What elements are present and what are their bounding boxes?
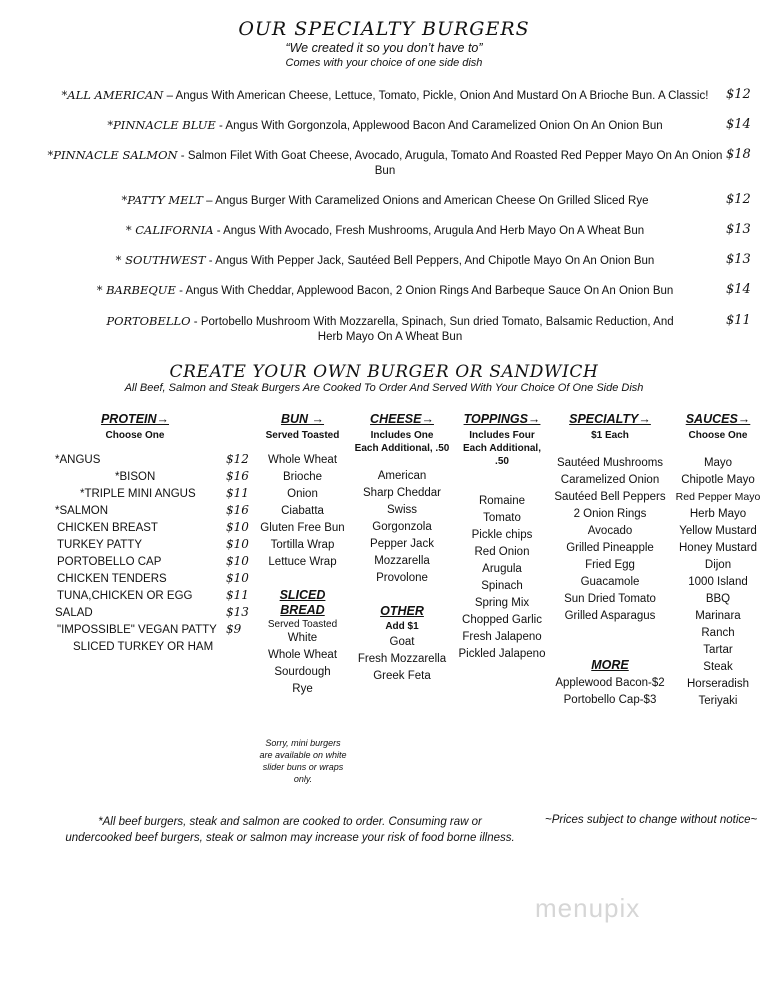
other-cheese-item: Fresh Mozzarella xyxy=(357,653,447,665)
burger-desc: Angus With American Cheese, Lettuce, Tomato, Pickle, Onion And Mustard On A Brioche Bun. A Classic! xyxy=(175,90,709,102)
side-dish-note: Comes with your choice of one side dish xyxy=(285,57,483,69)
more-item: Applewood Bacon-$2 xyxy=(555,677,665,689)
protein-item: *SALMON xyxy=(55,505,109,517)
specialty-item: Caramelized Onion xyxy=(560,474,660,486)
specialty-title: OUR SPECIALTY BURGERS xyxy=(238,18,530,40)
burger-price: $13 xyxy=(726,222,751,237)
bun-item: Lettuce Wrap xyxy=(268,556,337,568)
sliced-bread-item: Rye xyxy=(292,683,313,695)
burger-name: * SOUTHWEST xyxy=(115,253,206,267)
sauce-item: Tartar xyxy=(703,644,733,656)
sliced-bread-heading: SLICED BREAD xyxy=(279,588,326,617)
protein-item: TURKEY PATTY xyxy=(57,539,142,551)
cheese-item: Provolone xyxy=(376,572,428,584)
create-subtitle: All Beef, Salmon and Steak Burgers Are Cooked To Order And Served With Your Choice Of One Side Dish xyxy=(124,382,644,394)
burger-desc: Angus Burger With Caramelized Onions and American Cheese On Grilled Sliced Rye xyxy=(215,195,649,207)
specialty-heading: SPECIALTY→ xyxy=(569,412,651,426)
protein-item: CHICKEN TENDERS xyxy=(57,573,167,585)
burger-desc: Angus With Cheddar, Applewood Bacon, 2 Onion Rings And Barbeque Sauce On An Onion Bun xyxy=(185,285,674,297)
topping-item: Romaine xyxy=(478,495,526,507)
burger-desc: Portobello Mushroom With Mozzarella, Spinach, Sun dried Tomato, Balsamic Reduction, And Herb Mayo On A Wheat Bun xyxy=(200,316,674,343)
topping-item: Fresh Jalapeno xyxy=(462,631,542,643)
sauce-item: Chipotle Mayo xyxy=(681,474,755,486)
sauce-item: Marinara xyxy=(695,610,741,622)
burger-name: *PATTY MELT xyxy=(121,193,203,207)
cheese-item: Sharp Cheddar xyxy=(363,487,441,499)
topping-item: Arugula xyxy=(482,563,522,575)
cheese-item: Swiss xyxy=(386,504,418,516)
specialty-item: 2 Onion Rings xyxy=(573,508,647,520)
topping-item: Tomato xyxy=(483,512,521,524)
more-heading: MORE xyxy=(591,658,629,672)
prices-note: ~Prices subject to change without notice~ xyxy=(545,814,758,826)
more-list xyxy=(548,675,672,709)
bun-item: Gluten Free Bun xyxy=(260,522,345,534)
toppings-heading: TOPPINGS→ xyxy=(463,412,541,426)
protein-item: PORTOBELLO CAP xyxy=(57,556,162,568)
create-title: CREATE YOUR OWN BURGER OR SANDWICH xyxy=(169,362,599,382)
specialty-subheading: $1 Each xyxy=(591,430,629,441)
protein-price: $12 xyxy=(226,452,249,466)
protein-price: $13 xyxy=(226,605,249,619)
burger-price: $12 xyxy=(726,192,751,207)
sliced-bread-item: White xyxy=(287,632,318,644)
sauce-item: Dijon xyxy=(704,559,732,571)
burger-name: * CALIFORNIA xyxy=(125,223,214,237)
protein-price: $10 xyxy=(226,554,249,568)
specialty-item: Sautéed Bell Peppers xyxy=(554,491,666,503)
protein-item: *TRIPLE MINI ANGUS xyxy=(80,488,196,500)
protein-item: SLICED TURKEY OR HAM xyxy=(73,641,214,653)
cheese-item: Mozzarella xyxy=(374,555,430,567)
cheese-item: Gorgonzola xyxy=(372,521,432,533)
bun-item: Ciabatta xyxy=(281,505,324,517)
protein-item: *ANGUS xyxy=(55,454,101,466)
specialty-item: Guacamole xyxy=(580,576,640,588)
protein-price: $10 xyxy=(226,520,249,534)
burger-name: *PINNACLE SALMON xyxy=(47,148,178,162)
sauces-heading: SAUCES→ xyxy=(685,412,751,426)
cheese-subheading: Includes One Each Additional, .50 xyxy=(354,430,450,454)
sauce-item: Red Pepper Mayo xyxy=(675,491,761,503)
burger-item: *PINNACLE BLUE - Angus With Gorgonzola, Applewood Bacon And Caramelized Onion On An Onion Bun xyxy=(107,118,663,132)
burger-item: * SOUTHWEST - Angus With Pepper Jack, Sautéed Bell Peppers, And Chipotle Mayo On An Onion Bun xyxy=(115,253,655,267)
burger-price: $18 xyxy=(726,147,751,162)
bun-item: Brioche xyxy=(283,471,322,483)
other-cheese-heading: OTHER xyxy=(380,604,424,618)
bun-list xyxy=(250,452,355,571)
specialty-item: Sautéed Mushrooms xyxy=(556,457,664,469)
sauces-subheading: Choose One xyxy=(688,430,748,441)
protein-heading: PROTEIN→ xyxy=(100,412,170,426)
bun-item: Tortilla Wrap xyxy=(270,539,335,551)
topping-item: Spring Mix xyxy=(474,597,530,609)
bun-heading: BUN → xyxy=(280,412,325,426)
protein-price: $11 xyxy=(226,486,249,500)
sauce-item: Ranch xyxy=(701,627,735,639)
burger-price: $14 xyxy=(726,117,751,132)
burger-name: *PINNACLE BLUE xyxy=(107,118,216,132)
protein-item: *BISON xyxy=(115,471,156,483)
sauce-item: Yellow Mustard xyxy=(679,525,757,537)
sauce-item: Teriyaki xyxy=(698,695,738,707)
burger-item: * CALIFORNIA - Angus With Avocado, Fresh Mushrooms, Arugula And Herb Mayo On A Wheat Bun xyxy=(125,223,645,237)
burger-price: $14 xyxy=(726,282,751,297)
burger-desc: Angus With Gorgonzola, Applewood Bacon And Caramelized Onion On An Onion Bun xyxy=(225,120,663,132)
sauce-item: Mayo xyxy=(703,457,733,469)
burger-item: PORTOBELLO - Portobello Mushroom With Mozzarella, Spinach, Sun dried Tomato, Balsamic Reduction, And Herb Mayo On A Wheat Bun xyxy=(106,314,674,343)
more-item: Portobello Cap-$3 xyxy=(563,694,657,706)
specialty-item: Grilled Asparagus xyxy=(564,610,656,622)
other-cheese-subheading: Add $1 xyxy=(385,621,419,632)
burger-item: *ALL AMERICAN – Angus With American Cheese, Lettuce, Tomato, Pickle, Onion And Mustard On A Brioche Bun. A Classic! xyxy=(61,88,709,102)
sliced-bread-item: Whole Wheat xyxy=(267,649,338,661)
topping-item: Pickled Jalapeno xyxy=(458,648,546,660)
cheese-heading: CHEESE→ xyxy=(370,412,434,426)
tagline: “We created it so you don’t have to” xyxy=(285,41,483,55)
sliced-bread-list xyxy=(250,630,355,698)
burger-price: $11 xyxy=(726,313,751,328)
protein-item: SALAD xyxy=(55,607,93,619)
bun-item: Onion xyxy=(287,488,318,500)
sauce-item: Steak xyxy=(703,661,733,673)
bun-subheading: Served Toasted xyxy=(265,430,340,441)
watermark-logo: menupix xyxy=(535,893,641,923)
burger-item: *PATTY MELT – Angus Burger With Caramelized Onions and American Cheese On Grilled Sliced Rye xyxy=(121,193,649,207)
protein-price: $10 xyxy=(226,571,249,585)
burger-name: PORTOBELLO xyxy=(106,314,191,328)
protein-price: $9 xyxy=(226,622,242,636)
food-safety-disclaimer: *All beef burgers, steak and salmon are cooked to order. Consuming raw or undercooked beef burgers, steak or salmon may increase your risk of food borne illness. xyxy=(65,816,515,844)
specialty-item: Avocado xyxy=(587,525,633,537)
burger-item: *PINNACLE SALMON - Salmon Filet With Goat Cheese, Avocado, Arugula, Tomato And Roasted Red Pepper Mayo On An Onion Bun xyxy=(47,148,723,177)
protein-price: $11 xyxy=(226,588,249,602)
protein-item: TUNA,CHICKEN OR EGG xyxy=(57,590,193,602)
burger-price: $12 xyxy=(726,87,751,102)
sauce-item: Horseradish xyxy=(687,678,749,690)
topping-item: Pickle chips xyxy=(471,529,533,541)
sauce-item: Herb Mayo xyxy=(689,508,747,520)
protein-list xyxy=(55,452,235,656)
cheese-item: Pepper Jack xyxy=(370,538,434,550)
burger-price: $13 xyxy=(726,252,751,267)
specialty-item: Grilled Pineapple xyxy=(566,542,654,554)
topping-item: Spinach xyxy=(481,580,523,592)
sliced-bread-item: Sourdough xyxy=(274,666,331,678)
sauces-list xyxy=(668,455,768,710)
protein-item: "IMPOSSIBLE" VEGAN PATTY xyxy=(57,624,217,636)
topping-item: Red Onion xyxy=(474,546,530,558)
sauce-item: BBQ xyxy=(705,593,731,605)
specialty-item: Fried Egg xyxy=(585,559,635,571)
cheese-item: American xyxy=(377,470,427,482)
mini-burger-note: Sorry, mini burgers are available on white slider buns or wraps only. xyxy=(259,738,347,784)
protein-price: $10 xyxy=(226,537,249,551)
protein-price: $16 xyxy=(226,503,249,517)
toppings-subheading: Includes Four Each Additional, .50 xyxy=(463,430,541,467)
burger-item: * BARBEQUE - Angus With Cheddar, Applewood Bacon, 2 Onion Rings And Barbeque Sauce On An Onion Bun xyxy=(96,283,674,297)
sauce-item: Honey Mustard xyxy=(679,542,757,554)
topping-item: Chopped Garlic xyxy=(462,614,542,626)
sliced-bread-subheading: Served Toasted xyxy=(267,619,338,630)
cheese-list xyxy=(347,468,457,587)
toppings-list xyxy=(447,493,557,663)
burger-desc: Salmon Filet With Goat Cheese, Avocado, Arugula, Tomato And Roasted Red Pepper Mayo On An Onion Bun xyxy=(187,150,723,177)
burger-desc: Angus With Avocado, Fresh Mushrooms, Arugula And Herb Mayo On A Wheat Bun xyxy=(223,225,645,237)
bun-item: Whole Wheat xyxy=(267,454,338,466)
protein-subheading: Choose One xyxy=(105,430,165,441)
other-cheese-item: Greek Feta xyxy=(373,670,431,682)
protein-price: $16 xyxy=(226,469,249,483)
burger-name: *ALL AMERICAN xyxy=(61,88,164,102)
other-cheese-item: Goat xyxy=(389,636,415,648)
burger-name: * BARBEQUE xyxy=(96,283,176,297)
burger-desc: Angus With Pepper Jack, Sautéed Bell Peppers, And Chipotle Mayo On An Onion Bun xyxy=(215,255,655,267)
sauce-item: 1000 Island xyxy=(688,576,748,588)
other-cheese-list xyxy=(347,634,457,685)
specialty-list xyxy=(548,455,672,625)
specialty-item: Sun Dried Tomato xyxy=(564,593,656,605)
protein-item: CHICKEN BREAST xyxy=(57,522,158,534)
